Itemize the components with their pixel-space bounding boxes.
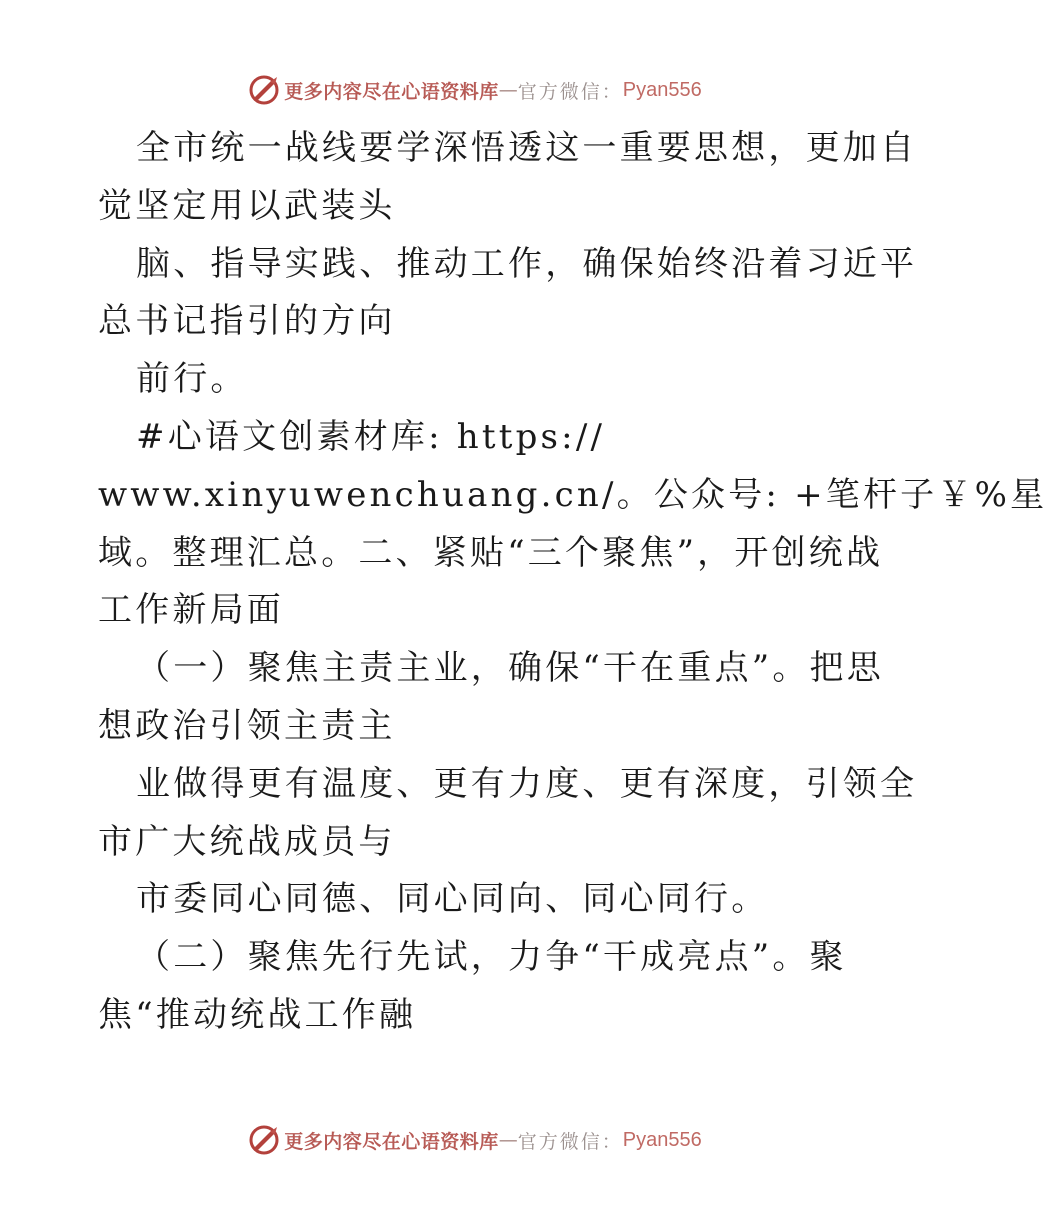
- text-line: 全市统一战线要学深悟透这一重要思想，更加自: [136, 128, 918, 168]
- text-line: 工作新局面: [98, 590, 284, 631]
- footer-brand-text: 更多内容尽在心语资料库: [284, 1130, 499, 1153]
- footer-banner: [0, 1120, 950, 1160]
- text-line: （一）聚焦主责主业，确保“干在重点”。把思: [136, 648, 884, 689]
- quill-logo-icon: [248, 1124, 280, 1156]
- text-line: 觉坚定用以武装头: [98, 185, 396, 226]
- text-line: 前行。: [136, 359, 248, 400]
- text-line: 业做得更有温度、更有力度、更有深度，引领全: [136, 763, 918, 804]
- text-line: #心语文创素材库: https://: [136, 416, 606, 457]
- text-line: 脑、指导实践、推动工作，确保始终沿着习近平: [136, 243, 918, 284]
- text-line: 市广大统战成员与: [98, 821, 396, 862]
- header-wechat-id: Pyan556: [622, 78, 702, 101]
- header-brand-text: 更多内容尽在心语资料库: [284, 80, 499, 103]
- text-line: 焦“推动统战工作融: [98, 994, 417, 1035]
- text-line: 域。整理汇总。二、紧贴“三个聚焦”，开创统战: [98, 532, 884, 573]
- header-official-label: 官方微信：: [517, 80, 623, 103]
- text-line: 市委同心同德、同心同向、同心同行。: [136, 879, 769, 920]
- quill-logo-icon: [248, 74, 280, 106]
- text-line: （二）聚焦先行先试，力争“干成亮点”。聚: [136, 937, 847, 978]
- footer-separator: —: [498, 1129, 518, 1151]
- footer-wechat-id: Pyan556: [622, 1128, 702, 1151]
- text-line: www.xinyuwenchuang.cn/。公众号: +笔杆子￥%星: [98, 474, 1047, 515]
- footer-official-label: 官方微信：: [517, 1130, 623, 1153]
- text-line: 总书记指引的方向: [98, 301, 396, 342]
- text-line: 想政治引领主责主: [98, 705, 396, 746]
- header-separator: —: [498, 79, 518, 101]
- document-body: [98, 120, 1047, 1045]
- header-banner: [0, 70, 950, 110]
